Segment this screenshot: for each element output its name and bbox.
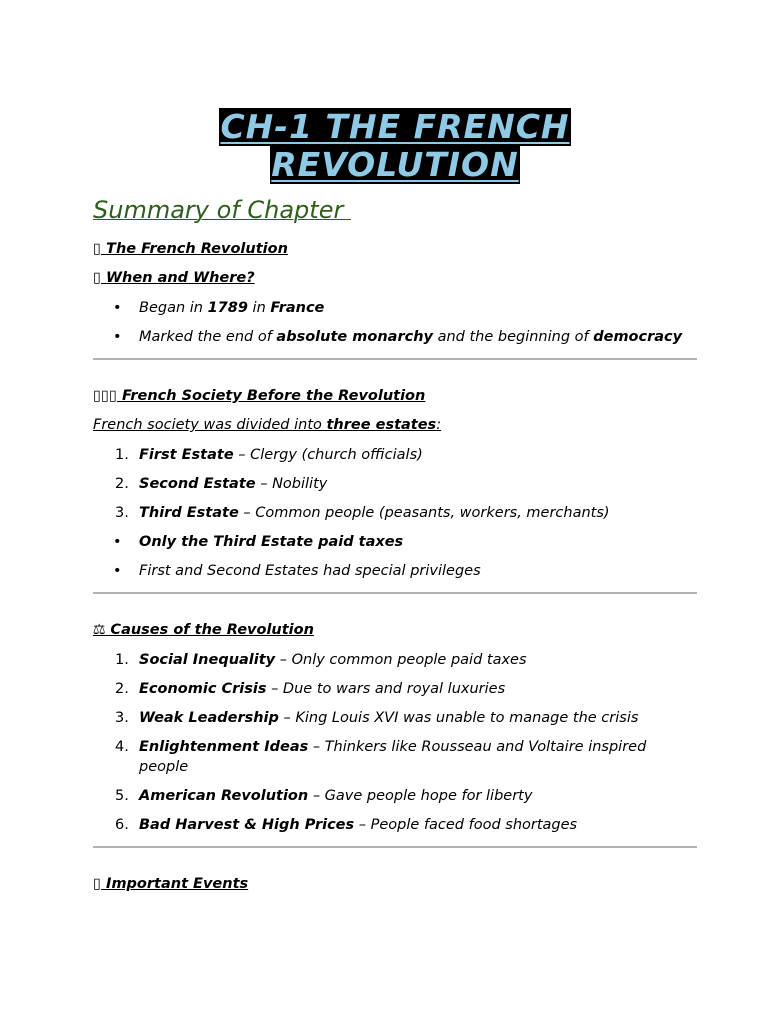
list-number: 1.	[115, 447, 129, 463]
list-item	[93, 445, 697, 465]
item-bold: absolute monarchy	[276, 329, 433, 345]
item-bold: Social Inequality	[139, 652, 276, 668]
title-line-2: REVOLUTION	[271, 145, 519, 184]
section-heading-causes	[93, 621, 697, 639]
item-bold: American Revolution	[139, 788, 309, 804]
list-item	[93, 561, 697, 581]
intro-bold: three estates	[326, 417, 437, 433]
list-item	[93, 532, 697, 552]
title-line-1: CH-1 THE FRENCH	[220, 107, 570, 146]
item-text: – People faced food shortages	[354, 817, 578, 833]
list-item	[93, 708, 697, 728]
item-bold: Only the Third Estate paid taxes	[139, 534, 404, 550]
item-text: – Nobility	[255, 476, 328, 492]
item-text: – King Louis XVI was unable to manage the crisis	[278, 710, 639, 726]
item-bold: Second Estate	[139, 476, 256, 492]
item-text: – Due to wars and royal luxuries	[266, 681, 506, 697]
list-item	[93, 737, 697, 777]
intro-text: French society was divided into	[93, 417, 327, 433]
bullet-icon: •	[113, 563, 122, 579]
list-item	[93, 327, 697, 347]
section-heading-text: When and Where?	[106, 270, 255, 286]
list-item	[93, 474, 697, 494]
item-bold: First Estate	[139, 447, 234, 463]
section-heading-french-revolution	[93, 240, 697, 258]
bullet-icon: •	[113, 300, 122, 316]
section-divider	[93, 846, 697, 848]
document-page	[93, 108, 697, 893]
item-bold: Economic Crisis	[139, 681, 267, 697]
section-heading-text: Important Events	[106, 876, 249, 892]
list-number: 2.	[115, 476, 129, 492]
list-item	[93, 786, 697, 806]
estates-list	[93, 445, 697, 581]
section-divider	[93, 358, 697, 360]
causes-list	[93, 650, 697, 835]
section-heading-text: French Society Before the Revolution	[122, 388, 426, 404]
item-text: in	[247, 300, 271, 316]
item-bold: 1789	[207, 300, 248, 316]
item-bold: Enlightenment Ideas	[139, 739, 309, 755]
item-text: – Gave people hope for liberty	[308, 788, 533, 804]
list-item	[93, 815, 697, 835]
item-bold: democracy	[593, 329, 683, 345]
placeholder-icon: ▯▯▯	[93, 388, 117, 404]
list-number: 3.	[115, 505, 129, 521]
intro-text: :	[436, 417, 442, 433]
placeholder-icon: ▯	[93, 270, 101, 286]
item-text: – Common people (peasants, workers, merchants)	[238, 505, 610, 521]
list-item	[93, 679, 697, 699]
item-text: and the beginning of	[432, 329, 594, 345]
list-number: 5.	[115, 788, 129, 804]
list-item	[93, 650, 697, 670]
list-number: 6.	[115, 817, 129, 833]
section-heading-important-events	[93, 875, 697, 893]
section-heading-when-where	[93, 269, 697, 287]
list-number: 4.	[115, 739, 129, 755]
item-text: – Thinkers like Rousseau and Voltaire inspired people	[139, 739, 647, 775]
summary-heading: Summary of Chapter	[93, 196, 351, 224]
item-bold: Third Estate	[139, 505, 239, 521]
item-text: Began in	[139, 300, 208, 316]
placeholder-icon: ▯	[93, 241, 101, 257]
section-heading-text: Causes of the Revolution	[110, 622, 314, 638]
item-text: – Only common people paid taxes	[275, 652, 527, 668]
item-text: – Clergy (church officials)	[233, 447, 423, 463]
item-bold: Bad Harvest & High Prices	[139, 817, 355, 833]
list-item	[93, 503, 697, 523]
list-number: 1.	[115, 652, 129, 668]
item-bold: Weak Leadership	[139, 710, 279, 726]
list-item	[93, 298, 697, 318]
bullet-icon: •	[113, 329, 122, 345]
item-text: First and Second Estates had special privileges	[139, 563, 481, 579]
chapter-title	[93, 108, 697, 184]
list-number: 3.	[115, 710, 129, 726]
section-divider	[93, 592, 697, 594]
when-where-list	[93, 298, 697, 347]
item-bold: France	[270, 300, 325, 316]
bullet-icon: •	[113, 534, 122, 550]
item-text: Marked the end of	[139, 329, 277, 345]
scales-icon: ⚖	[93, 622, 106, 638]
list-number: 2.	[115, 681, 129, 697]
section-heading-text: The French Revolution	[106, 241, 288, 257]
estates-intro	[93, 416, 697, 435]
placeholder-icon: ▯	[93, 876, 101, 892]
section-heading-french-society	[93, 387, 697, 405]
